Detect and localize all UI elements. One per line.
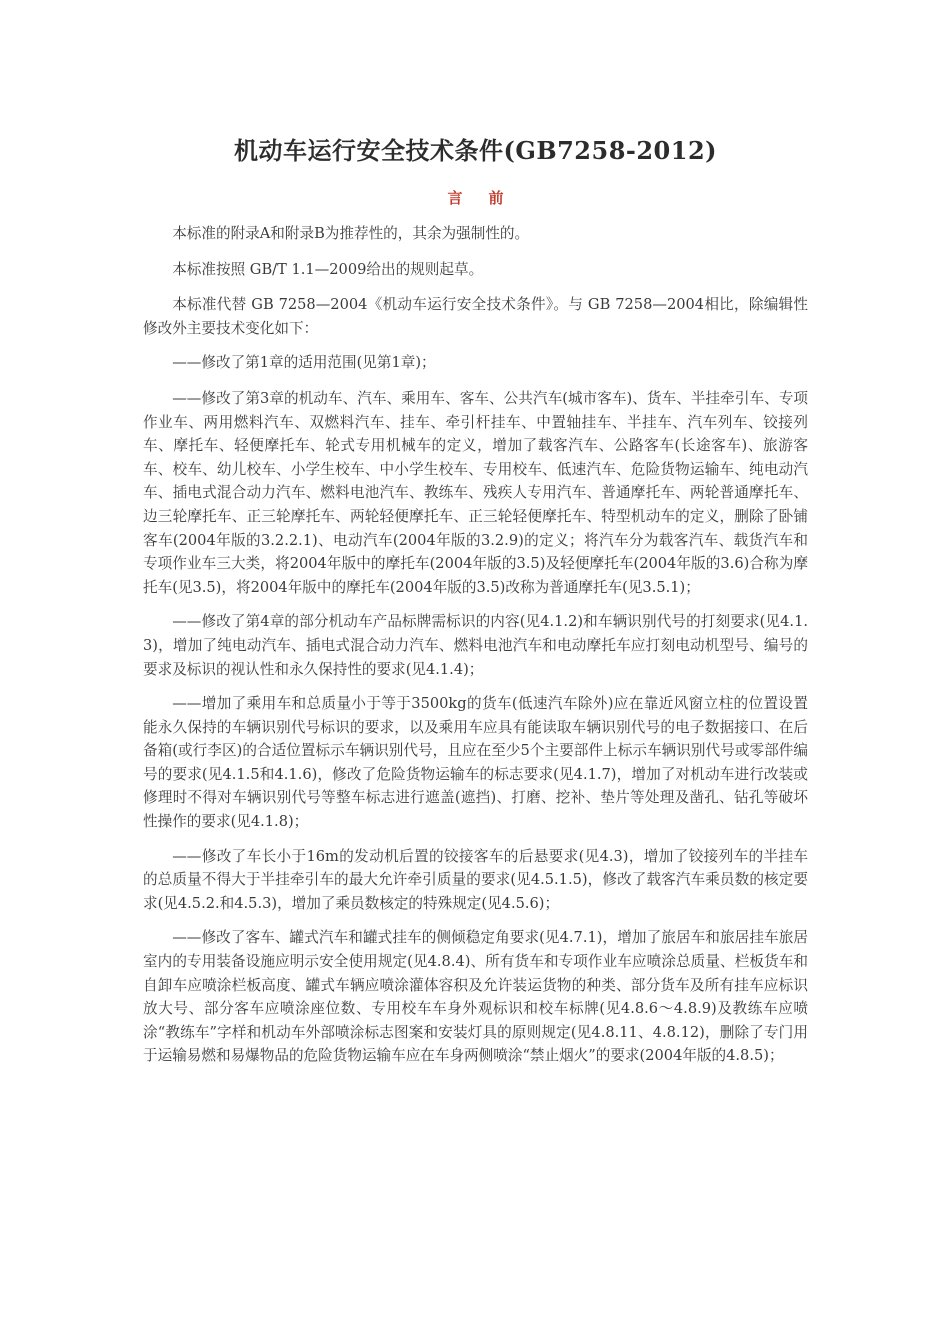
paragraph-change-plate-marking: ——修改了第4章的部分机动车产品标牌需标识的内容(见4.1.2)和车辆识别代号的打刻要求(见4.1.3)，增加了纯电动汽车、插电式混合动力汽车、燃料电池汽车和电动摩托车应打刻电动机型号、编号的要求及标识的视认性和永久保持性的要求(见4.1.4)； [143,613,808,678]
paragraph-change-overhang-passengers: ——修改了车长小于16m的发动机后置的铰接客车的后悬要求(见4.3)，增加了铰接列车的半挂车的总质量不得大于半挂牵引车的最大允许牵引质量的要求(见4.5.1.5)，修改了载客汽车乘员数的核定要求(见4.5.2.和4.5.3)，增加了乘员数核定的特殊规定(见4.5.6)； [143,847,808,912]
paragraph-drafting-rule: 本标准按照 GB/T 1.1—2009给出的规则起草。 [172,260,484,278]
document-title: 机动车运行安全技术条件(GB7258-2012) [233,136,718,165]
document-content [143,126,808,1079]
preface-heading: 言前 [447,189,530,207]
paragraph-appendix-note: 本标准的附录A和附录B为推荐性的，其余为强制性的。 [172,225,530,242]
paragraph-replacement-note: 本标准代替 GB 7258—2004《机动车运行安全技术条件》。与 GB 7258—2004相比，除编辑性修改外主要技术变化如下： [143,296,808,337]
paragraph-change-vin-requirements: ——增加了乘用车和总质量小于等于3500kg的货车(低速汽车除外)应在靠近风窗立柱的位置设置能永久保持的车辆识别代号标识的要求，以及乘用车应具有能读取车辆识别代号的电子数据接口、在后备箱(或行李区)的合适位置标示车辆识别代号，且应在至少5个主要部件上标示车辆识别代号或零部件编号的要求(见4.1.5和4.1.6)，修改了危险货物运输车的标志要求(见4.1.7)，增加了对机动车进行改装或修理时不得对车辆识别代号等整车标志进行遮盖(遮挡)、打磨、挖补、垫片等处理及凿孔、钻孔等破坏性操作的要求(见4.1.8)； [143,695,808,831]
paragraph-change-stability-markings: ——修改了客车、罐式汽车和罐式挂车的侧倾稳定角要求(见4.7.1)，增加了旅居车和旅居挂车旅居室内的专用装备设施应明示安全使用规定(见4.8.4)、所有货车和专项作业车应喷涂总质量、栏板货车和自卸车应喷涂栏板高度、罐式车辆应喷涂灌体容积及允许装运货物的种类、部分货车及所有挂车应标识放大号、部分客车应喷涂座位数、专用校车车身外观标识和校车标牌(见4.8.6～4.8.9)及教练车应喷涂“教练车”字样和机动车外部喷涂标志图案和安装灯具的原则规定(见4.8.11、4.8.12)，删除了专门用于运输易燃和易爆物品的危险货物运输车应在车身两侧喷涂“禁止烟火”的要求(2004年版的4.8.5)； [143,929,808,1065]
paragraph-change-scope: ——修改了第1章的适用范围(见第1章)； [172,354,436,372]
paragraph-change-definitions: ——修改了第3章的机动车、汽车、乘用车、客车、公共汽车(城市客车)、货车、半挂牵引车、专项作业车、两用燃料汽车、双燃料汽车、挂车、牵引杆挂车、中置轴挂车、半挂车、汽车列车、铰接列车、摩托车、轻便摩托车、轮式专用机械车的定义，增加了载客汽车、公路客车(长途客车)、旅游客车、校车、幼儿校车、小学生校车、中小学生校车、专用校车、低速汽车、危险货物运输车、纯电动汽车、插电式混合动力汽车、燃料电池汽车、教练车、残疾人专用汽车、普通摩托车、两轮普通摩托车、边三轮摩托车、正三轮摩托车、两轮轻便摩托车、正三轮轻便摩托车、特型机动车的定义，删除了卧铺客车(2004年版的3.2.2.1)、电动汽车(2004年版的3.2.9)的定义；将汽车分为载客汽车、载货汽车和专项作业车三大类，将2004年版中的摩托车(2004年版的3.5)及轻便摩托车(2004年版的3.6)合称为摩托车(见3.5)，将2004年版中的摩托车(2004年版的3.5)改称为普通摩托车(见3.5.1)； [143,389,808,596]
